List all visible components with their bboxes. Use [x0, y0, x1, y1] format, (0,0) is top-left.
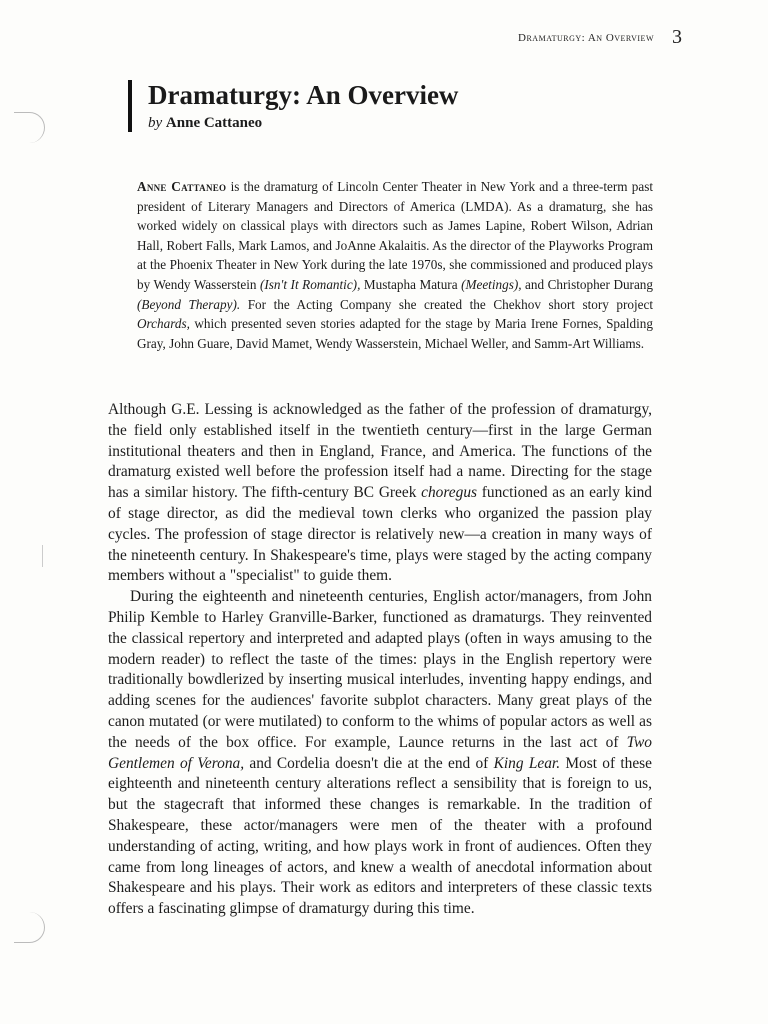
body-segment: choregus — [421, 484, 478, 502]
byline-by: by — [148, 115, 163, 131]
bio-segment: is the dramaturg of Lincoln Center Theater in New York and a three-term past president of Literary Managers and Directors of America (LMDA). As a dramaturg, she has worked widely on classical plays with directors such as James Lapine, Robert Wilson, Adrian Hall, Robert Falls, Mark Lamos, and JoAnne Akalaitis. As the director of the Playworks Program at the Phoenix Theater in New York during the late 1970s, she commissioned and produced plays by Wendy Wasserstein — [137, 179, 653, 292]
bio-segment: Mustapha Matura — [360, 276, 462, 292]
body-segment: During the eighteenth and nineteenth centuries, English actor/managers, from John Philip Kemble to Harley Granville-Barker, functioned as dramaturgs. They reinvented the classical repertory and interpreted and adapted plays (often in ways amusing to the modern reader) to reflect the taste of the times: plays in the English repertory were traditionally bowdlerized by inserting musical interludes, inventing happy endings, and adding scenes for the audiences' favorite subplot characters. Many great plays of the canon mutated (or were mutilated) to conform to the whims of popular actors as well as the needs of the box office. For example, Launce returns in the last act of — [108, 588, 652, 751]
author-bio — [137, 177, 653, 353]
body-segment: Two Gentlemen of Verona, — [108, 733, 652, 772]
body-segment: King Lear. — [493, 754, 561, 772]
bio-segment: (Meetings), — [461, 276, 522, 292]
bio-segment: (Beyond Therapy). — [137, 296, 241, 312]
body-paragraph-2 — [108, 587, 652, 920]
article-body — [108, 400, 652, 920]
binder-hole-mark-bottom — [14, 912, 45, 943]
running-head: Dramaturgy: An Overview — [518, 32, 654, 44]
body-segment: Although G.E. Lessing is acknowledged as the father of the profession of dramaturgy, the field only established itself in the twentieth century—first in the large German institutional theaters and then in England, France, and America. The functions of the dramaturg existed well before the profession itself had a name. Directing for the stage has a similar history. The fifth-century BC Greek — [108, 401, 652, 502]
body-paragraph-1 — [108, 400, 652, 587]
bio-segment: which presented seven stories adapted for the stage by Maria Irene Fornes, Spalding Gray, John Guare, David Mamet, Wendy Wasserstein, Michael Weller, and Samm-Art Williams. — [137, 316, 653, 351]
bio-segment: and Christopher Durang — [521, 276, 653, 292]
bio-segment: For the Acting Company she created the Chekhov short story project — [240, 296, 653, 312]
byline-author: Anne Cattaneo — [165, 115, 263, 131]
article-title: Dramaturgy: An Overview — [148, 80, 459, 110]
bio-segment: (Isn't It Romantic), — [260, 276, 361, 292]
bio-author-name: Anne Cattaneo — [137, 179, 227, 194]
page-number: 3 — [672, 26, 682, 48]
bio-segment: Orchards, — [137, 316, 190, 332]
byline — [148, 115, 262, 132]
body-segment: Most of these eighteenth and nineteenth century alterations reflect a sensibility that is foreign to us, but the stagecraft that informed these changes is remarkable. In the tradition of Shakespeare, these actor/managers were men of the theater with a profound understanding of acting, writing, and how plays work in front of audiences. Often they came from long lineages of actors, and knew a wealth of anecdotal information about Shakespeare and his plays. Their work as editors and interpreters of these classic texts offers a fascinating glimpse of dramaturgy during this time. — [108, 754, 652, 918]
binder-hole-mark-middle — [42, 545, 43, 567]
bio-text — [137, 179, 653, 351]
title-rule — [128, 80, 132, 132]
body-segment: and Cordelia doesn't die at the end of — [244, 754, 494, 772]
body-segment: functioned as an early kind of stage director, as did the medieval town clerks who organized the passion play cycles. The profession of stage director is relatively new—a creation in many ways of the nineteenth century. In Shakespeare's time, plays were staged by the acting company members without a "specialist" to guide them. — [108, 484, 652, 585]
binder-hole-mark-top — [14, 112, 45, 143]
